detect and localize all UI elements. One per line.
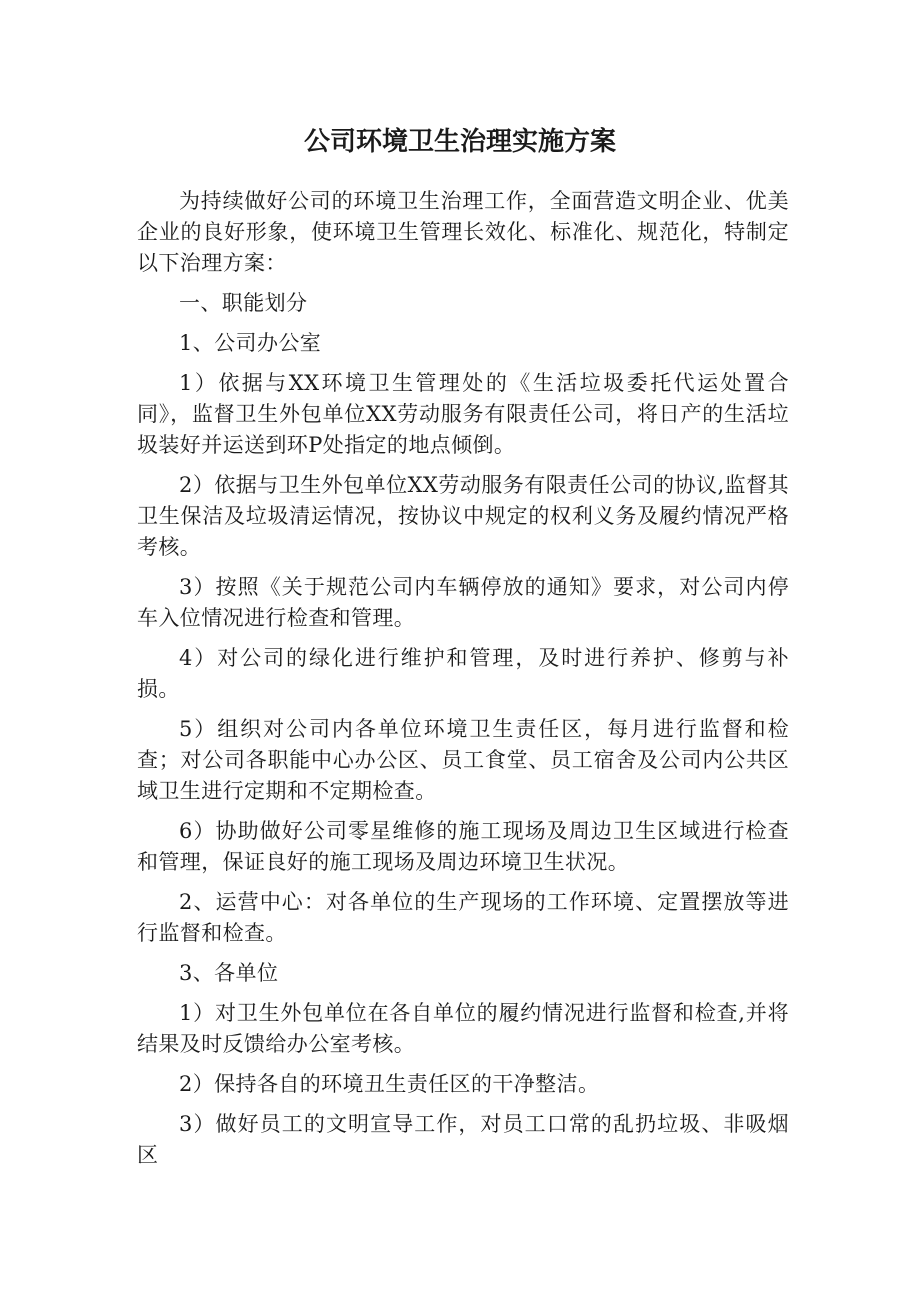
document-title: 公司环境卫生治理实施方案 <box>303 127 616 157</box>
units-item-1: 1）对卫生外包单位在各自单位的履约情况进行监督和检查,并将结果及时反馈给办公室考核。 <box>137 1001 789 1056</box>
office-item-5: 5）组织对公司内各单位环境卫生责任区，每月进行监督和检查；对公司各职能中心办公区、员工食堂、员工宿舍及公司内公共区域卫生进行定期和不定期检查。 <box>137 717 789 803</box>
office-item-4: 4）对公司的绿化进行维护和管理，及时进行养护、修剪与补损。 <box>137 646 789 701</box>
office-item-1: 1）依据与XX环境卫生管理处的《生活垃圾委托代运处置合同》，监督卫生外包单位XX劳动服务有限责任公司，将日产的生活垃圾装好并运送到环P处指定的地点倾倒。 <box>137 371 789 457</box>
document-body <box>137 186 789 1171</box>
units-item-3: 3）做好员工的文明宣导工作，对员工口常的乱扔垃圾、非吸烟区 <box>137 1112 789 1167</box>
office-item-3: 3）按照《关于规范公司内车辆停放的通知》要求，对公司内停车入位情况进行检查和管理。 <box>137 575 789 630</box>
office-item-2: 2）依据与卫生外包单位XX劳动服务有限责任公司的协议,监督其卫生保洁及垃圾清运情况，按协议中规定的权利义务及履约情况严格考核。 <box>137 473 789 559</box>
units-item-2: 2）保持各自的环境丑生责任区的干净整洁。 <box>179 1072 600 1096</box>
subsection-operations-center: 2、运营中心：对各单位的生产现场的工作环境、定置摆放等进行监督和检查。 <box>137 890 789 945</box>
intro-paragraph: 为持续做好公司的环境卫生治理工作，全面营造文明企业、优美企业的良好形象，使环境卫生管理长效化、标准化、规范化，特制定以下治理方案： <box>137 189 789 275</box>
subsection-heading-units: 3、各单位 <box>179 961 279 985</box>
office-item-6: 6）协助做好公司零星维修的施工现场及周边卫生区域进行检查和管理，保证良好的施工现场及周边环境卫生状况。 <box>137 819 789 874</box>
subsection-heading-office: 1、公司办公室 <box>179 331 322 355</box>
section-heading-duties: 一、职能划分 <box>179 291 308 315</box>
